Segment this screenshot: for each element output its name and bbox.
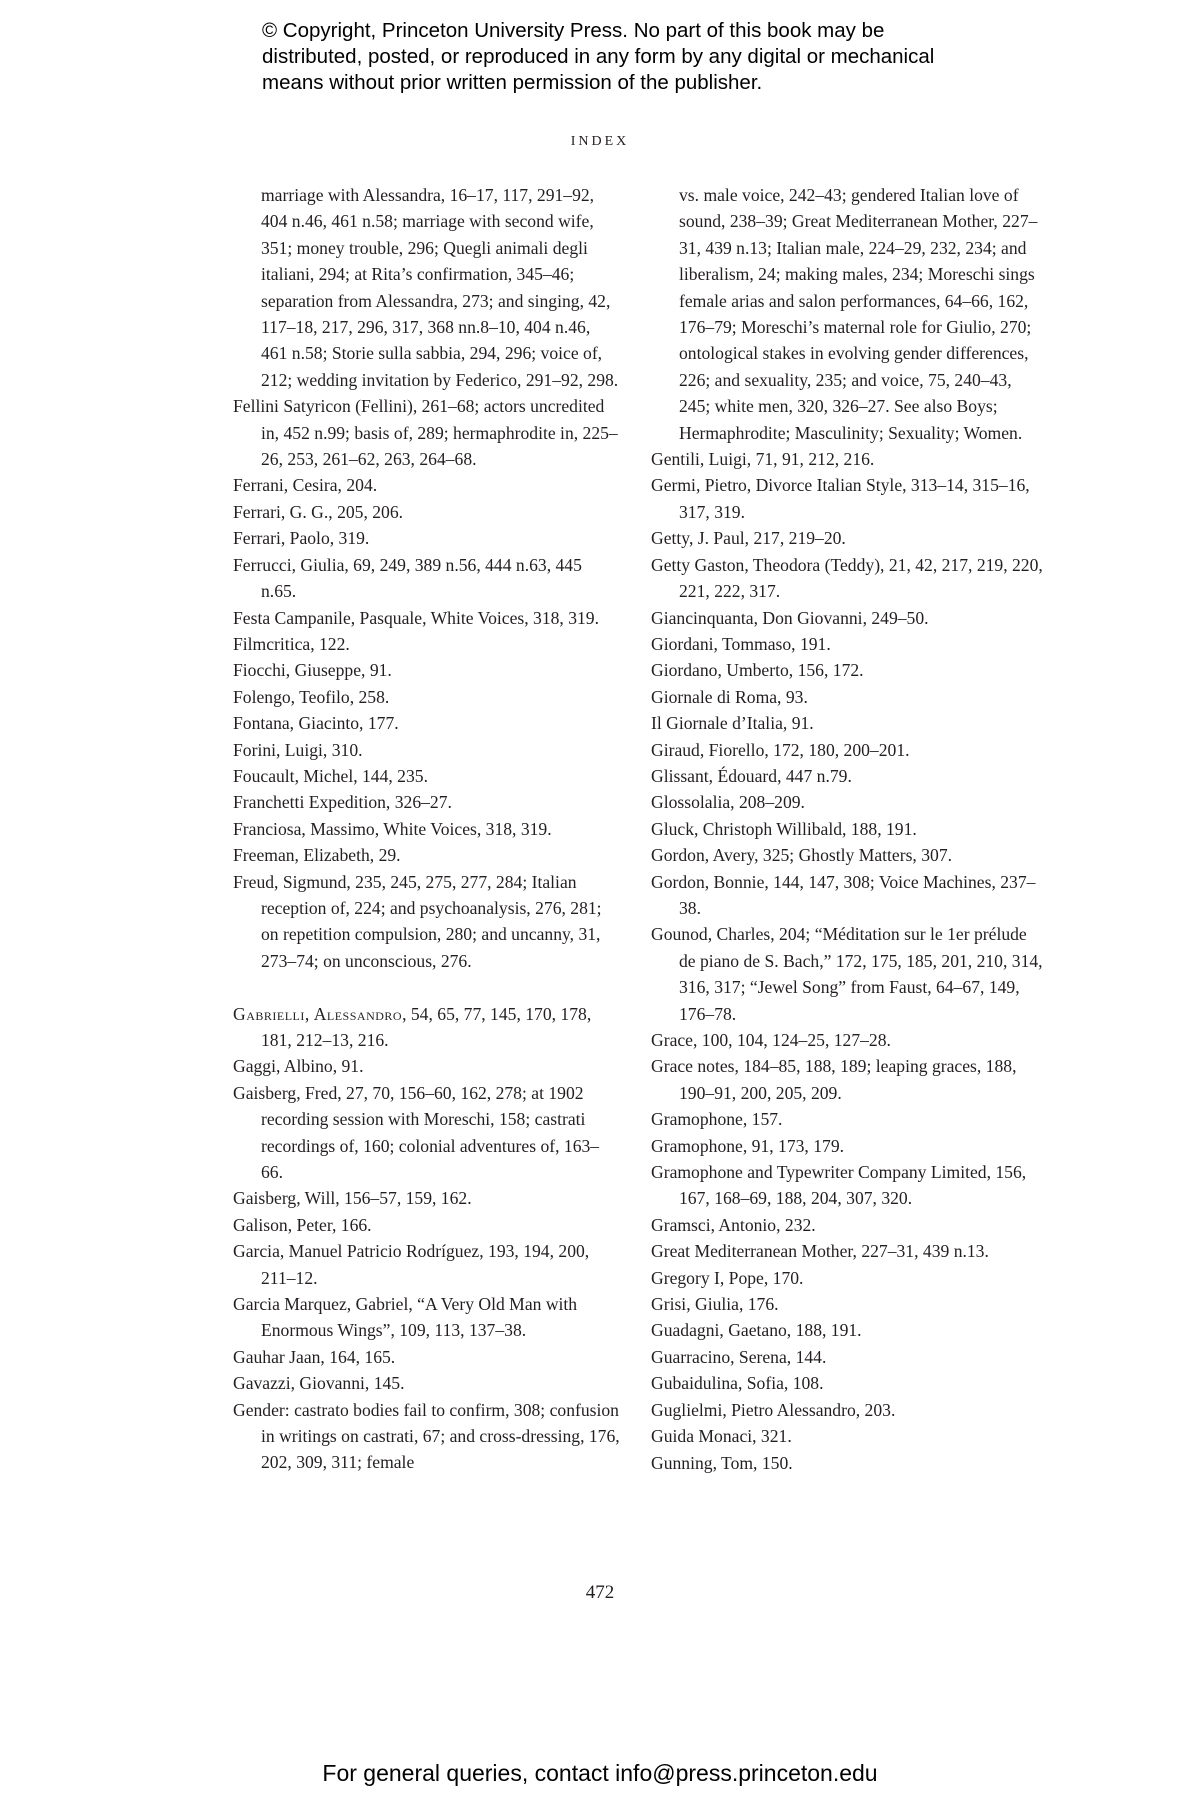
index-entry-text: Glissant, Édouard, 447 n.79.: [651, 765, 852, 786]
index-entry-text: Grace, 100, 104, 124–25, 127–28.: [651, 1030, 891, 1050]
index-entry-text: Gaggi, Albino, 91.: [233, 1056, 364, 1077]
index-entry-text: Gounod, Charles, 204; “Méditation sur le 1er prélude de piano de S. Bach,” 172, 175, 185, 201, 210, 314, 316, 317; “Jewel Song” from Faust, 64–67, 149, 176–78.: [651, 924, 1043, 1024]
index-entry: [651, 921, 1047, 1027]
index-entry-text: Gubaidulina, Sofia, 108.: [651, 1373, 824, 1394]
index-entry-text: Getty Gaston, Theodora (Teddy), 21, 42, 217, 219, 220, 221, 222, 317.: [651, 554, 1043, 602]
index-column-left: [233, 182, 621, 1476]
index-entry-text: Freud, Sigmund, 235, 245, 275, 277, 284; Italian reception of, 224; and psychoanalysis, 276, 281; on repetition compulsion, 280; and uncanny, 31, 273–74; on unconscious, 276.: [233, 871, 602, 971]
index-entry-text: Grisi, Giulia, 176.: [651, 1294, 779, 1315]
index-entry-text: Freeman, Elizabeth, 29.: [233, 845, 401, 866]
index-entry-text: Garcia Marquez, Gabriel, “A Very Old Man with Enormous Wings”, 109, 113, 137–38.: [233, 1294, 578, 1341]
index-entry: [233, 1344, 621, 1370]
index-entry: [233, 763, 621, 789]
index-entry: [651, 869, 1047, 922]
index-entry-text: Glossolalia, 208–209.: [651, 792, 805, 813]
index-entry: [651, 1238, 1047, 1264]
index-entry: [651, 1317, 1047, 1343]
index-entry-text: marriage with Alessandra, 16–17, 117, 291–92, 404 n.46, 461 n.58; marriage with second wife, 351; money trouble, 296; Quegli animali degli italiani, 294; at Rita’s confirmation, 345–46; separation from Alessandra, 273; and singing, 42, 117–18, 217, 296, 317, 368 nn.8–10, 404 n.46, 461 n.58; Storie sulla sabbia, 294, 296; voice of, 212; wedding invitation by Federico, 291–92, 298.: [261, 185, 619, 390]
index-entry: [651, 472, 1047, 525]
index-entry-text: Guadagni, Gaetano, 188, 191.: [651, 1320, 862, 1341]
index-entry: [651, 605, 1047, 631]
index-entry: [233, 525, 621, 551]
index-entry: [651, 1159, 1047, 1212]
index-entry-text: Forini, Luigi, 310.: [233, 739, 363, 760]
index-entry-text: Giordano, Umberto, 156, 172.: [651, 660, 864, 681]
index-entry: [233, 1397, 621, 1476]
index-entry: [651, 1133, 1047, 1159]
index-entry-text: Giornale di Roma, 93.: [651, 686, 808, 707]
index-entry-text: Il Giornale d’Italia, 91.: [651, 713, 814, 734]
index-entry: [651, 1370, 1047, 1396]
copyright-line: © Copyright, Princeton University Press. No part of this book may be: [262, 19, 885, 42]
index-entry: [651, 710, 1047, 736]
index-entry: [233, 1291, 621, 1344]
index-entry-text: Franciosa, Massimo, White Voices, 318, 319.: [233, 818, 552, 839]
index-entry: [651, 816, 1047, 842]
index-entry-text: Gramophone, 91, 173, 179.: [651, 1135, 845, 1156]
index-entry: [233, 684, 621, 710]
index-entry: [233, 737, 621, 763]
index-entry-text: Guarracino, Serena, 144.: [651, 1346, 827, 1367]
index-entry: [651, 763, 1047, 789]
index-entry: [651, 1212, 1047, 1238]
index-entry: [233, 1080, 621, 1186]
index-entry-text: Guglielmi, Pietro Alessandro, 203.: [651, 1399, 896, 1420]
index-entry-text: Folengo, Teofilo, 258.: [233, 686, 390, 707]
index-column-right: [651, 182, 1047, 1476]
index-entry: [651, 1450, 1047, 1476]
index-entry-text: Gramsci, Antonio, 232.: [651, 1214, 816, 1235]
index-entry: [651, 552, 1047, 605]
index-entry: [651, 1397, 1047, 1423]
index-entry-text: Guida Monaci, 321.: [651, 1426, 792, 1447]
index-entry: [233, 1212, 621, 1238]
index-entry: [651, 1423, 1047, 1449]
page-number: 472: [585, 1582, 615, 1603]
index-entry-text: , 54, 65, 77, 145, 170, 178, 181, 212–13, 216.: [261, 1003, 592, 1050]
index-entry-text: Filmcritica, 122.: [233, 633, 350, 654]
index-entry: [651, 1344, 1047, 1370]
index-entry: [651, 1053, 1047, 1106]
contact-footer: For general queries, contact info@press.princeton.edu: [322, 1760, 878, 1786]
index-entry-text: Gauhar Jaan, 164, 165.: [233, 1346, 396, 1367]
index-entry-text: Germi, Pietro, Divorce Italian Style, 313–14, 315–16, 317, 319.: [651, 475, 1030, 522]
index-entry-text: Gaisberg, Fred, 27, 70, 156–60, 162, 278; at 1902 recording session with Moreschi, 158; castrati recordings of, 160; colonial adventures of, 163–66.: [233, 1082, 600, 1183]
index-entry-text: Ferrucci, Giulia, 69, 249, 389 n.56, 444 n.63, 445 n.65.: [233, 554, 582, 602]
index-entry-text: Garcia, Manuel Patricio Rodríguez, 193, 194, 200, 211–12.: [233, 1241, 590, 1288]
copyright-notice: [262, 18, 1022, 96]
index-entry: [651, 1291, 1047, 1317]
index-entry: [651, 684, 1047, 710]
index-entry: [651, 842, 1047, 868]
index-entry: [233, 1053, 621, 1079]
index-entry-head: Gabrielli, Alessandro: [233, 1003, 403, 1024]
index-entry-text: Ferrari, Paolo, 319.: [233, 528, 370, 549]
index-entry-text: Gaisberg, Will, 156–57, 159, 162.: [233, 1188, 472, 1209]
index-entry: [233, 182, 621, 393]
index-entry-text: Ferrani, Cesira, 204.: [233, 475, 378, 496]
index-entry: [233, 499, 621, 525]
running-head: INDEX: [570, 134, 630, 149]
index-entry: [233, 842, 621, 868]
copyright-line: distributed, posted, or reproduced in any form by any digital or mechanical: [262, 45, 935, 68]
index-entry: [233, 657, 621, 683]
index-entry: [233, 1185, 621, 1211]
index-entry: [233, 1370, 621, 1396]
index-entry: [233, 710, 621, 736]
index-entry: [233, 472, 621, 498]
index-entry-text: Gregory I, Pope, 170.: [651, 1267, 804, 1288]
index-entry: [651, 525, 1047, 551]
copyright-line: means without prior written permission of the publisher.: [262, 71, 763, 94]
index-entry-text: Gentili, Luigi, 71, 91, 212, 216.: [651, 449, 875, 470]
index-entry: [651, 789, 1047, 815]
index-entry: [651, 446, 1047, 472]
index-entry-text: Gordon, Bonnie, 144, 147, 308; Voice Machines, 237–38.: [651, 871, 1036, 918]
index-entry-text: vs. male voice, 242–43; gendered Italian love of sound, 238–39; Great Mediterranean Mother, 227–31, 439 n.13; Italian male, 224–29, 232, 234; and liberalism, 24; making males, 234; Moreschi sings female arias and salon performances, 64–66, 162, 176–79; Moreschi’s maternal role for Giulio, 270; ontological stakes in evolving gender differences, 226; and sexuality, 235; and voice, 75, 240–43, 245; white men, 320, 326–27. See also Boys; Hermaphrodite; Masculinity; Sexuality; Women.: [679, 185, 1038, 443]
index-entry: [233, 1001, 621, 1054]
index-entry: [233, 1238, 621, 1291]
index-entry: [233, 631, 621, 657]
index-entry-text: Getty, J. Paul, 217, 219–20.: [651, 528, 846, 549]
index-entry-text: Gavazzi, Giovanni, 145.: [233, 1373, 405, 1394]
index-entry: [651, 1027, 1047, 1053]
index-entry-text: Fontana, Giacinto, 177.: [233, 713, 399, 734]
index-entry-text: Grace notes, 184–85, 188, 189; leaping graces, 188, 190–91, 200, 205, 209.: [651, 1056, 1017, 1103]
index-entry-text: Galison, Peter, 166.: [233, 1214, 372, 1235]
index-entry-text: Gordon, Avery, 325; Ghostly Matters, 307.: [651, 845, 953, 866]
index-entry: [233, 605, 621, 631]
index-entry-text: Franchetti Expedition, 326–27.: [233, 792, 452, 813]
index-entry-text: Gluck, Christoph Willibald, 188, 191.: [651, 818, 917, 839]
index-entry-text: Fellini Satyricon (Fellini), 261–68; actors uncredited in, 452 n.99; basis of, 289; hermaphrodite in, 225–26, 253, 261–62, 263, 264–68.: [233, 396, 618, 470]
index-entry-text: Giancinquanta, Don Giovanni, 249–50.: [651, 607, 929, 628]
index-entry-text: Gender: castrato bodies fail to confirm, 308; confusion in writings on castrati, 67; and cross-dressing, 176, 202, 309, 311; female: [233, 1399, 620, 1473]
index-entry: [651, 737, 1047, 763]
index-entry-text: Gunning, Tom, 150.: [651, 1452, 793, 1473]
index-entry: [233, 552, 621, 605]
index-entry-text: Gramophone and Typewriter Company Limited, 156, 167, 168–69, 188, 204, 307, 320.: [651, 1162, 1027, 1209]
index-entry-text: Fiocchi, Giuseppe, 91.: [233, 660, 392, 681]
index-entry: [233, 816, 621, 842]
index-entry-text: Great Mediterranean Mother, 227–31, 439 n.13.: [651, 1241, 989, 1262]
index-entry: [651, 1265, 1047, 1291]
index-entry-text: Gramophone, 157.: [651, 1109, 783, 1130]
index-entry: [651, 631, 1047, 657]
index-entry: [651, 182, 1047, 446]
index-entry: [233, 869, 621, 975]
index-entry-text: Foucault, Michel, 144, 235.: [233, 765, 428, 786]
index-entry-text: Giordani, Tommaso, 191.: [651, 633, 831, 654]
index-entry-text: Ferrari, G. G., 205, 206.: [233, 501, 404, 522]
index-entry-text: Giraud, Fiorello, 172, 180, 200–201.: [651, 739, 910, 760]
index-entry: [651, 1106, 1047, 1132]
index-entry: [233, 789, 621, 815]
index-entry: [233, 393, 621, 472]
index-entry: [651, 657, 1047, 683]
index-entry-text: Festa Campanile, Pasquale, White Voices, 318, 319.: [233, 607, 599, 628]
